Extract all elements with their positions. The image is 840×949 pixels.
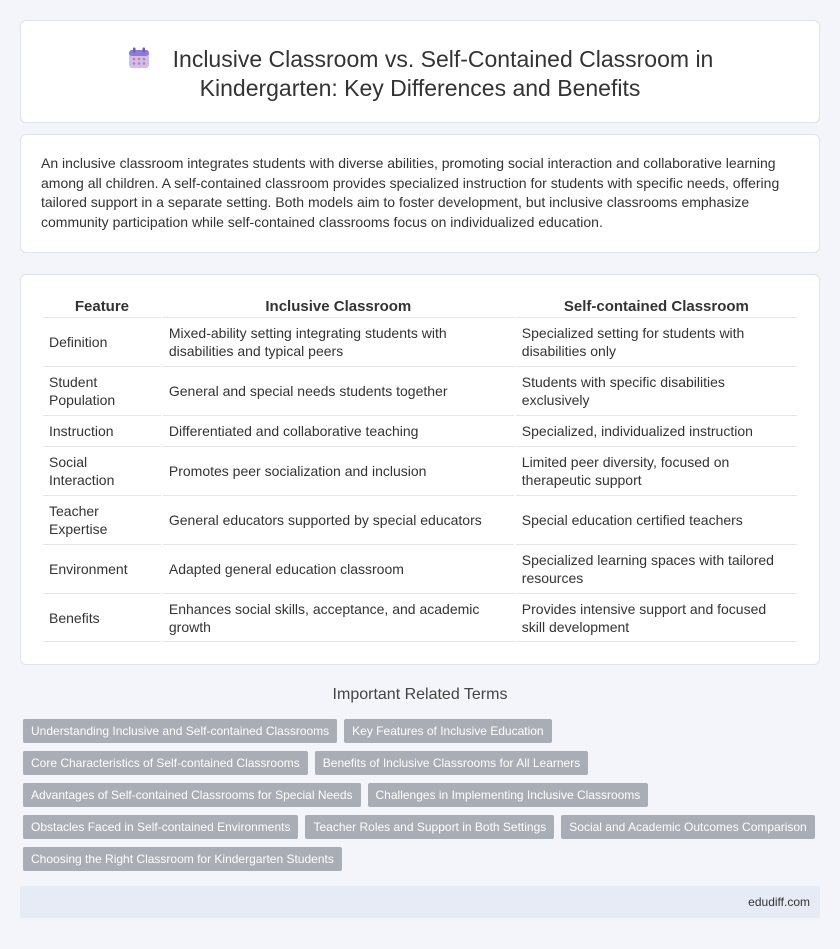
feature-cell: Student Population [43, 366, 161, 415]
header-self-contained: Self-contained Classroom [563, 298, 749, 315]
page-title [21, 45, 819, 103]
related-term-tag[interactable]: Choosing the Right Classroom for Kindergarten Students [23, 847, 342, 871]
related-term-tag[interactable]: Obstacles Faced in Self-contained Environments [23, 815, 298, 839]
inclusive-cell: Adapted general education classroom [163, 544, 514, 593]
related-term-tag[interactable]: Benefits of Inclusive Classrooms for All Learners [315, 751, 588, 775]
related-term-tag[interactable]: Core Characteristics of Self-contained Classrooms [23, 751, 308, 775]
calendar-icon [127, 46, 151, 70]
table-header-row [43, 297, 797, 317]
footer-site-link[interactable]: edudiff.com [748, 895, 810, 909]
table-row [43, 446, 797, 495]
inclusive-cell: Mixed-ability setting integrating students with disabilities and typical peers [163, 317, 514, 366]
header-feature: Feature [74, 298, 130, 315]
related-term-tag[interactable]: Teacher Roles and Support in Both Settings [305, 815, 554, 839]
title-card [20, 20, 820, 123]
inclusive-cell: Differentiated and collaborative teaching [163, 415, 514, 446]
related-term-tag[interactable]: Key Features of Inclusive Education [344, 719, 551, 743]
table-row [43, 366, 797, 415]
inclusive-cell: General and special needs students together [163, 366, 514, 415]
table-row [43, 495, 797, 544]
feature-cell: Instruction [43, 415, 161, 446]
comparison-card [20, 274, 820, 665]
title-line-2: Kindergarten: Key Differences and Benefits [199, 75, 641, 101]
inclusive-cell: Enhances social skills, acceptance, and academic growth [163, 593, 514, 642]
self-contained-cell: Specialized learning spaces with tailored resources [516, 544, 797, 593]
footer [20, 886, 820, 918]
related-term-tag[interactable]: Challenges in Implementing Inclusive Classrooms [368, 783, 649, 807]
table-row [43, 415, 797, 446]
related-term-tag[interactable]: Advantages of Self-contained Classrooms for Special Needs [23, 783, 361, 807]
feature-cell: Definition [43, 317, 161, 366]
related-term-tag[interactable]: Understanding Inclusive and Self-contained Classrooms [23, 719, 337, 743]
feature-cell: Environment [43, 544, 161, 593]
inclusive-cell: Promotes peer socialization and inclusion [163, 446, 514, 495]
related-terms-list [23, 719, 823, 879]
header-inclusive: Inclusive Classroom [265, 298, 412, 315]
intro-paragraph: An inclusive classroom integrates students with diverse abilities, promoting social interaction and collaborative learning among all children. A self-contained classroom provides specialized instruction for students with specific needs, offering tailored support in a separate setting. Both models aim to foster development, but inclusive classrooms emphasize community participation while self-contained classrooms focus on individualized education. [41, 155, 780, 230]
title-line-1: Inclusive Classroom vs. Self-Contained Classroom in [172, 46, 714, 72]
related-term-tag[interactable]: Social and Academic Outcomes Comparison [561, 815, 814, 839]
table-row [43, 544, 797, 593]
inclusive-cell: General educators supported by special educators [163, 495, 514, 544]
self-contained-cell: Specialized setting for students with disabilities only [516, 317, 797, 366]
table-row [43, 317, 797, 366]
self-contained-cell: Limited peer diversity, focused on therapeutic support [516, 446, 797, 495]
intro-card [20, 134, 820, 253]
self-contained-cell: Students with specific disabilities exclusively [516, 366, 797, 415]
related-terms-heading: Important Related Terms [332, 686, 508, 703]
feature-cell: Benefits [43, 593, 161, 642]
self-contained-cell: Specialized, individualized instruction [516, 415, 797, 446]
self-contained-cell: Provides intensive support and focused skill development [516, 593, 797, 642]
comparison-table [41, 297, 799, 642]
feature-cell: Teacher Expertise [43, 495, 161, 544]
self-contained-cell: Special education certified teachers [516, 495, 797, 544]
feature-cell: Social Interaction [43, 446, 161, 495]
table-row [43, 593, 797, 642]
